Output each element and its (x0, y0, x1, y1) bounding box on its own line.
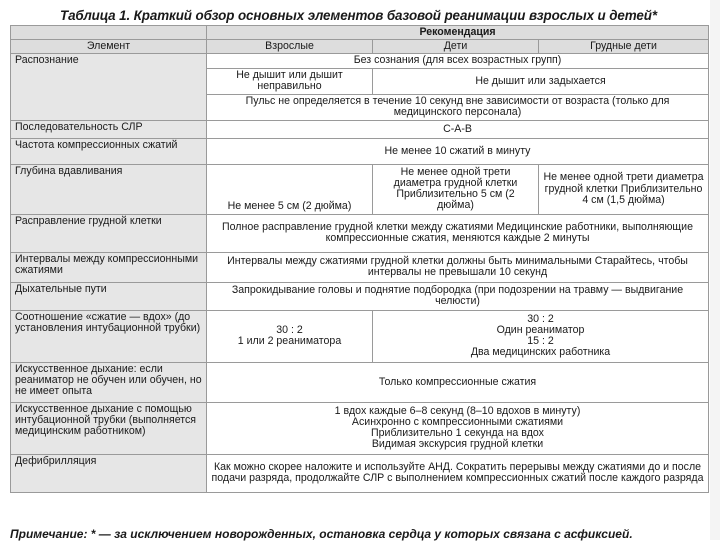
airway-value: Запрокидывание головы и поднятие подбородка (при подозрении на травму — выдвигание челюсти) (207, 282, 709, 310)
row-label-untrained: Искусственное дыхание: если реаниматор не обучен или обучен, но не имеет опыта (11, 362, 207, 402)
table-row (11, 164, 709, 214)
recognition-adults: Не дышит или дышит неправильно (207, 68, 373, 94)
table-row (11, 454, 709, 492)
header-empty-cell (11, 26, 207, 40)
row-label-sequence: Последовательность СЛР (11, 120, 207, 138)
table-row (11, 310, 709, 362)
recognition-pulse: Пульс не определяется в течение 10 секунд вне зависимости от возраста (только для медицинского персонала) (207, 94, 709, 120)
row-label-defibrillation: Дефибрилляция (11, 454, 207, 492)
header-row-groups (11, 40, 709, 54)
depth-infants: Не менее одной трети диаметра грудной клетки Приблизительно 4 см (1,5 дюйма) (539, 164, 709, 214)
table-row (11, 402, 709, 454)
table-row (11, 138, 709, 164)
table-row (11, 362, 709, 402)
row-label-depth: Глубина вдавливания (11, 164, 207, 214)
depth-adults: Не менее 5 см (2 дюйма) (207, 164, 373, 214)
summary-table (10, 25, 709, 493)
advanced-line2: Асинхронно с компрессионными сжатиями (351, 415, 564, 428)
header-adults: Взрослые (207, 40, 373, 54)
row-label-interruptions: Интервалы между компрессионными сжатиями (11, 252, 207, 282)
footnote: Примечание: * — за исключением новорожденных, остановка сердца у которых связана с асфиксией. (10, 527, 633, 541)
ratio-children-note1: Один реаниматор (496, 323, 585, 336)
table-title: Таблица 1. Краткий обзор основных элементов базовой реанимации взрослых и детей* (60, 8, 657, 23)
row-label-recoil: Расправление грудной клетки (11, 214, 207, 252)
recoil-value: Полное расправление грудной клетки между сжатиями Медицинские работники, выполняющие компрессионные сжатия, меняются каждые 2 минуты (207, 214, 709, 252)
ratio-adults-value: 30 : 2 (276, 323, 303, 336)
table-row (11, 120, 709, 138)
table-row (11, 252, 709, 282)
ratio-adults (207, 310, 373, 362)
interruptions-value: Интервалы между сжатиями грудной клетки должны быть минимальными Старайтесь, чтобы интервалы не превышали 10 секунд (207, 252, 709, 282)
rate-value: Не менее 10 сжатий в минуту (207, 138, 709, 164)
row-label-airway: Дыхательные пути (11, 282, 207, 310)
header-row-recommendation (11, 26, 709, 40)
table-row (11, 54, 709, 68)
ratio-adults-note: 1 или 2 реаниматора (237, 335, 342, 348)
ratio-children-note2: Два медицинских работника (470, 346, 611, 359)
ratio-children-value1: 30 : 2 (527, 312, 554, 325)
table-row (11, 214, 709, 252)
ratio-children-infants (373, 310, 709, 362)
advanced-line3: Приблизительно 1 секунда на вдох (371, 427, 544, 440)
advanced-line1: 1 вдох каждые 6–8 секунд (8–10 вдохов в минуту) (334, 404, 581, 417)
row-label-advanced: Искусственное дыхание с помощью интубационной трубки (выполняется медицинским работником) (11, 402, 207, 454)
header-recommendation: Рекомендация (207, 26, 709, 40)
header-element: Элемент (11, 40, 207, 54)
row-label-recognition: Распознание (11, 54, 207, 120)
table-row (11, 282, 709, 310)
row-label-rate: Частота компрессионных сжатий (11, 138, 207, 164)
advanced-value (207, 402, 709, 454)
header-children: Дети (373, 40, 539, 54)
row-label-ratio: Соотношение «сжатие — вдох» (до установления интубационной трубки) (11, 310, 207, 362)
defibrillation-value: Как можно скорее наложите и используйте АНД. Сократить перерывы между сжатиями до и после подачи разряда, продолжайте СЛР с выполнением компрессионных сжатий после каждого разряда (207, 454, 709, 492)
recognition-children-infants: Не дышит или задыхается (373, 68, 709, 94)
advanced-line4: Видимая экскурсия грудной клетки (371, 438, 544, 451)
recognition-all: Без сознания (для всех возрастных групп) (207, 54, 709, 68)
depth-children: Не менее одной трети диаметра грудной клетки Приблизительно 5 см (2 дюйма) (373, 164, 539, 214)
ratio-children-value2: 15 : 2 (527, 335, 554, 348)
header-infants: Грудные дети (539, 40, 709, 54)
page-edge (710, 0, 720, 540)
sequence-value: C-A-B (207, 120, 709, 138)
untrained-value: Только компрессионные сжатия (207, 362, 709, 402)
